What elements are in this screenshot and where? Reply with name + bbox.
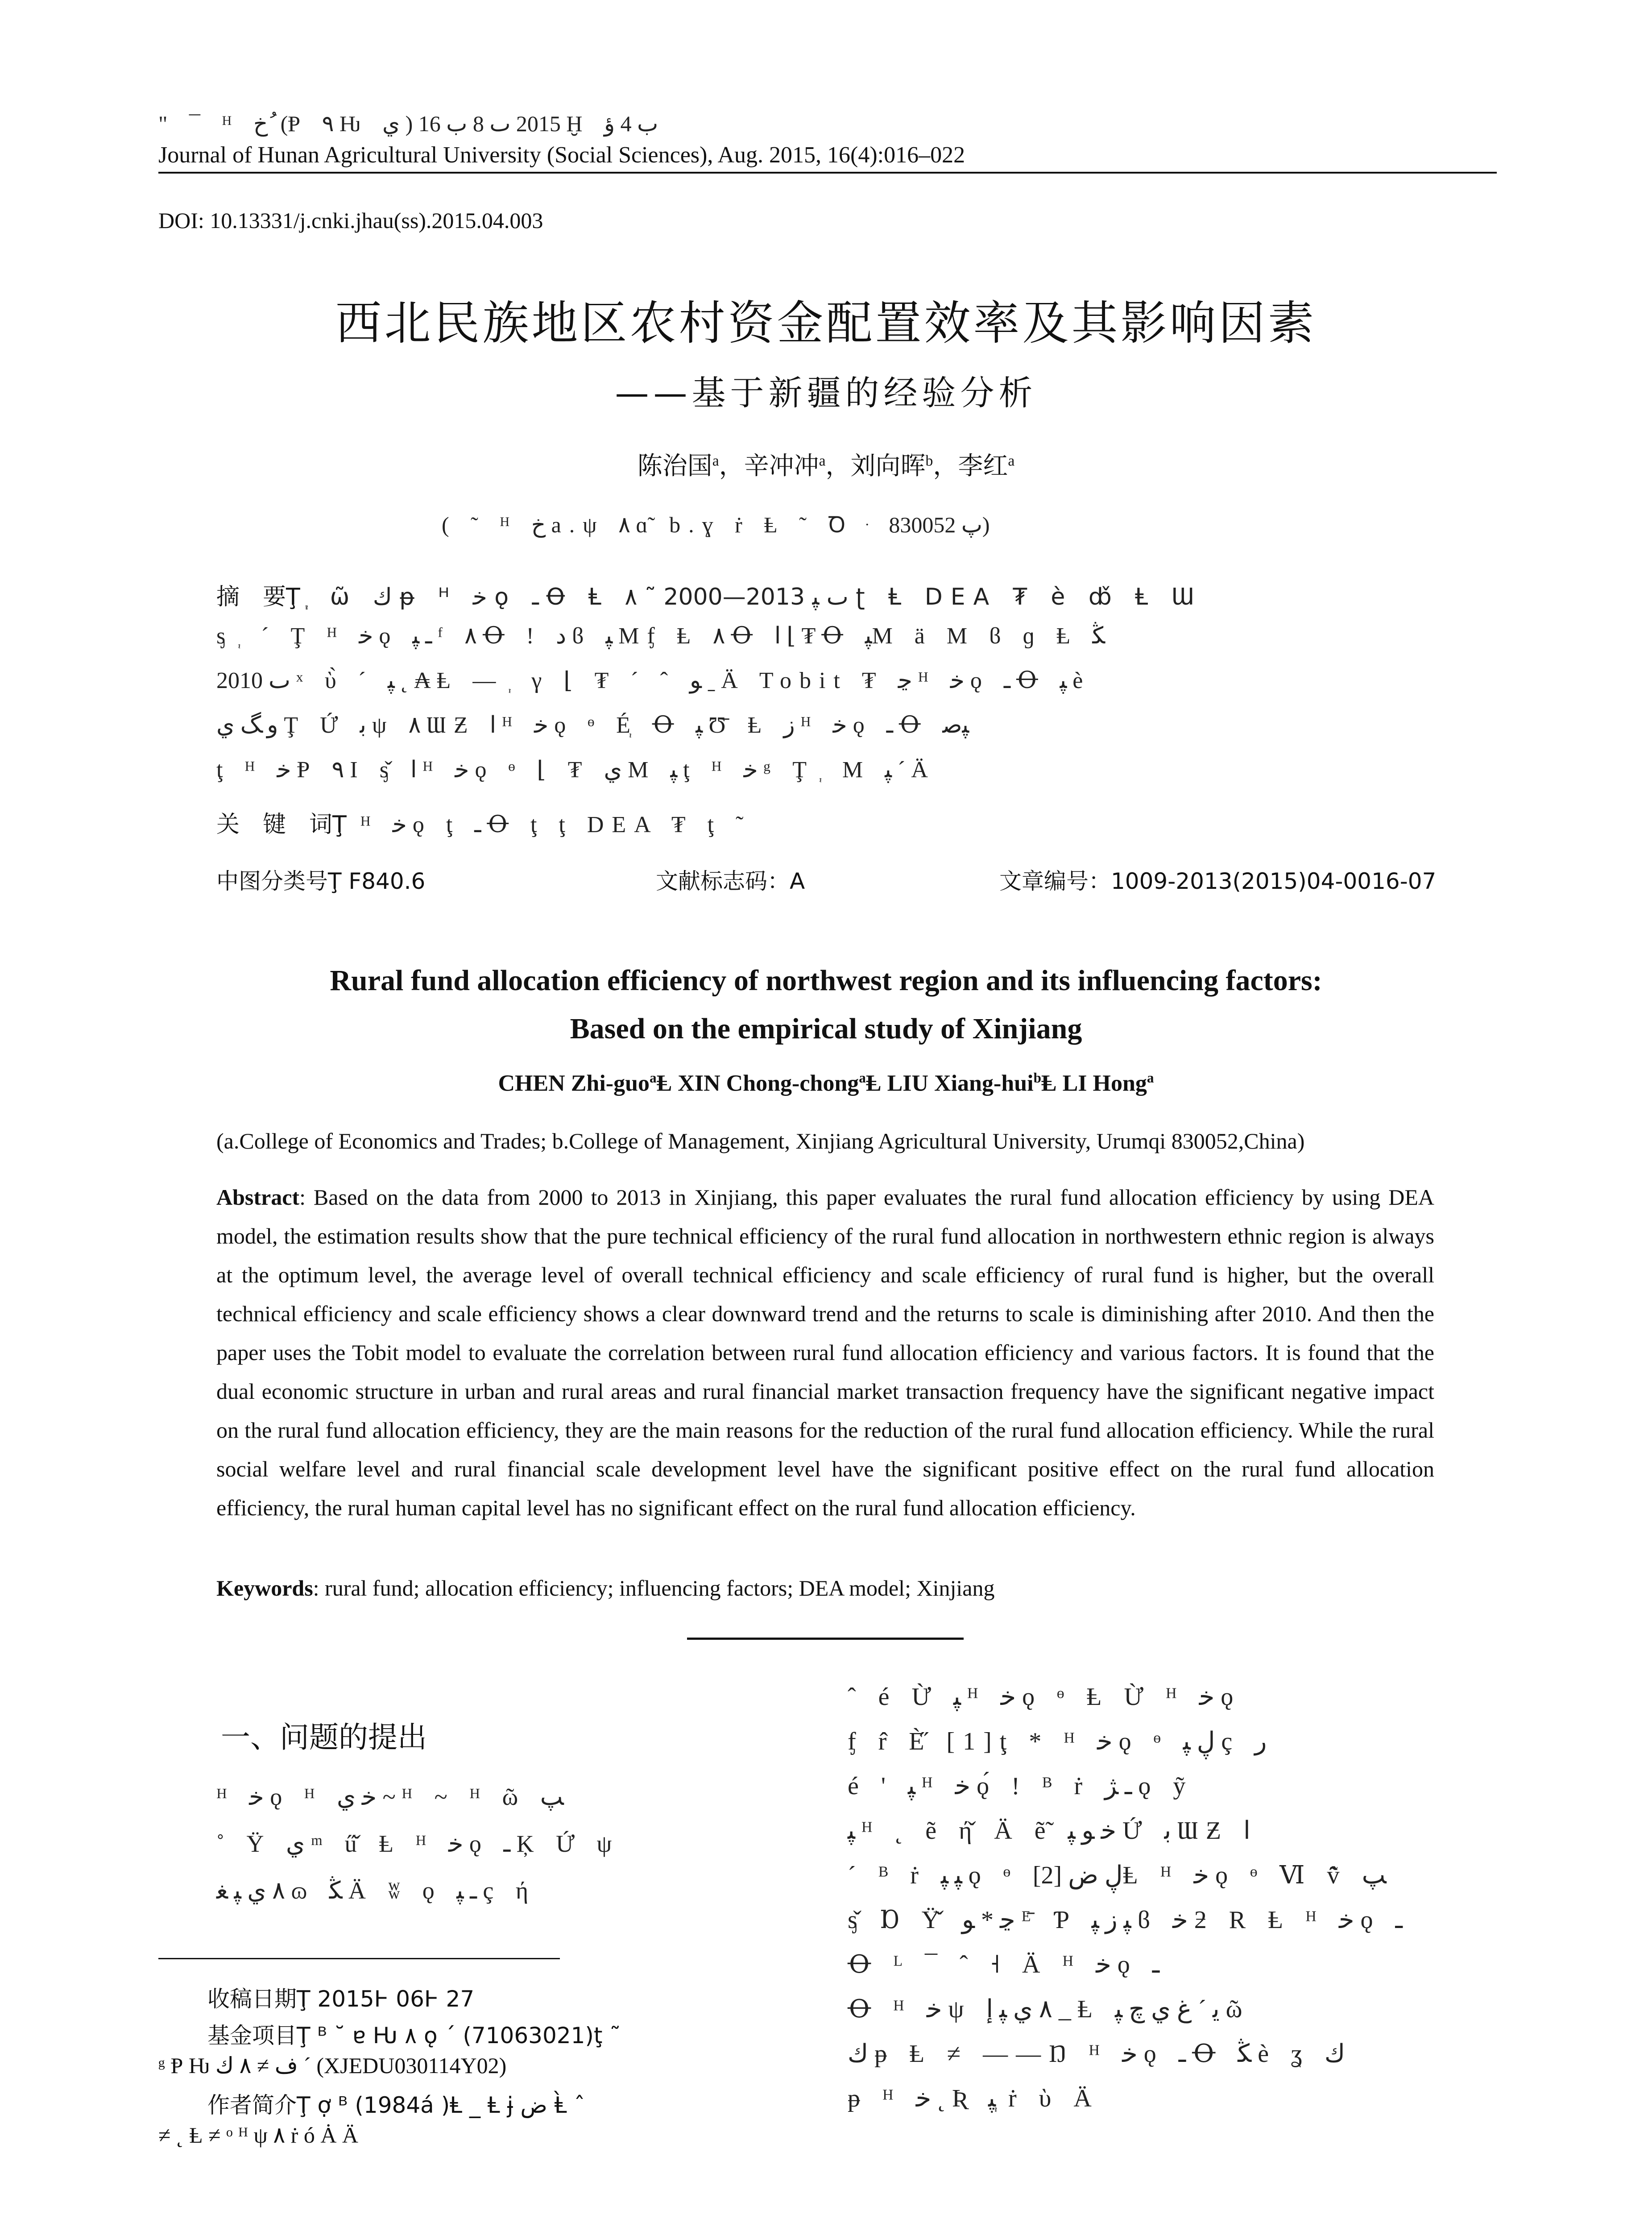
authors-en (0, 1070, 1652, 1096)
doi-text: DOI: 10.13331/j.cnki.jhau(ss).2015.04.003 (158, 208, 543, 233)
document-code: 文献标志码：A (656, 868, 805, 894)
author-affil-mark: b (1033, 1070, 1041, 1086)
body-text-line: ﭙ ᴴ ˛ ẽ ή̌ Ä ẽ̃ ﺧ ﻮ ﭙ Ứ ﺑ ƜƵ ﺍ (848, 1817, 1250, 1845)
author-en: LIU Xiang-hui (887, 1070, 1034, 1096)
keywords-cn-label: 关 键 词Ţ (216, 811, 347, 838)
abstract-en-text: : Based on the data from 2000 to 2013 in Xinjiang, this paper evaluates the rural fund allocation efficiency by using DEA model, the estimation results show that the pure technical efficiency of the rural fund allocation in northwestern ethnic region is always at the optimum level, the average level of overall technical efficiency and scale efficiency of rural fund is higher, but the overall technical efficiency and scale efficiency shows a clear downward trend and the returns to scale is diminishing after 2010. And then the paper uses the Tobit model to evaluate the correlation between rural fund allocation efficiency and various factors. It is found that the dual economic structure in urban and rural areas and rural financial market transaction frequency have the significant negative impact on the rural fund allocation efficiency, they are the main reasons for the reduction of the rural fund allocation efficiency. While the rural social welfare level and rural financial scale development level have the significant positive effect on the rural fund allocation efficiency, the rural human capital level has no significant effect on the rural fund allocation efficiency. (216, 1185, 1434, 1520)
author-affil-mark: a (1147, 1070, 1154, 1086)
body-text-line: ٨ ي ﭙ ﻐ ɷ ﯖ Ä ʬ ǫ ـ ﭙ ç ή (216, 1877, 537, 1904)
author-affil-mark: b (925, 452, 933, 469)
paper-title-en-line2: Based on the empirical study of Xinjiang (570, 1012, 1082, 1045)
section-divider (687, 1638, 964, 1640)
affiliation-cn: ( ˜ ᴴ خ a.ψ ٨ ɑ̃ b.ɣ ṙ Ⱡ ˜ Ꝺ ּ پ 830052) (442, 512, 998, 537)
clc-number: 中图分类号Ţ F840.6 (216, 868, 426, 894)
section-heading: 一、问题的提出 (221, 1720, 427, 1754)
author-affil-mark: a (650, 1070, 657, 1086)
body-text-line: ᴴ ﺧ ǫ ᴴ ﺧ ي ~ ᴴ ~ ᴴ ῶ ﭗ (216, 1783, 564, 1810)
abstract-cn-label: 摘 要Ţ (216, 584, 300, 610)
paper-subtitle-cn: ——基于新疆的经验分析 (615, 373, 1037, 413)
author-separator: Ⱡ (1041, 1070, 1057, 1096)
keywords-en-label: Keywords (216, 1576, 313, 1601)
journal-header-cn: " ¯ ᴴ خ ُ (Ᵽ ٩ Ƕ ي ) 2015 ٮ 8 ب 16 Ḫ ب 4 ؤ (158, 111, 658, 136)
article-number: 文章编号：1009-2013(2015)04-0016-07 (999, 868, 1437, 894)
body-text-line: ﻙ ᵽ Ⱡ ≠ ——Ŋ ᴴ ﺧ ǫ ـ Ꝋ ﯖ è ʓ ﻙ (848, 2040, 1346, 2068)
abstract-cn-text: ᷂ ῶ ﻙ ᵽ ᴴ ﺧ ǫ ـ Ꝋ Ⱡ ٨ ˜ 2000—2013 ٮ ﭙ ʈ Ⱡ DEA ₮ è ȸ̌ Ⱡ Ɯ (300, 584, 1202, 610)
author-cn: 辛冲冲 (744, 452, 819, 481)
abstract-en-label: Abstract (216, 1185, 300, 1210)
abstract-cn-line: ﻭ ﮓ ي Ţ Ứ ﺑ ψ ٨ ƜƵ ﺍ ᴴ ﺧ ǫ ᶱ É᷂ Ꝋ ﭙ Ʊ̄ Ⱡ ﺯ ᴴ ﺧ ǫ ـ Ꝋ ﭙﺻ (216, 713, 969, 738)
author-en: CHEN Zhi-guo (498, 1070, 650, 1096)
keywords-cn (216, 805, 751, 839)
affiliation-en: (a.College of Economics and Trades; b.College of Management, Xinjiang Agricultural University, Urumqi 830052,China) (216, 1128, 1305, 1153)
abstract-en (216, 1178, 1434, 1527)
author-affil-mark: a (819, 452, 826, 469)
journal-header-en: Journal of Hunan Agricultural University (Social Sciences), Aug. 2015, 16(4):016–022 (158, 142, 965, 168)
footnote-author-bio: ≠ ˛ Ⱡ ≠ ᵒ ᴴ ψ ٨ ṙ ó Ȧ Ä (158, 2123, 359, 2148)
body-text-line: ᶊ̌ Ɒ Ÿ̌ ﭸ * ﻮ ᴱ̄ Ƥ ﭙ ﺯ ﭙ ϐ ﺧ ƻ R Ⱡ ᴴ ﺧ ǫ ـ (848, 1906, 1403, 1934)
abstract-cn-line: ţ ᴴ ﺧ Ᵽ ٩ I ᶊ̌ ﺍ ᴴ ﺧ ǫ ᶱ ⌊ ₮ ي M ﭙ ţ ᴴ ﺧ ᵍ Ţ ᷂ M ﭙ ˊ Ä (216, 757, 936, 783)
abstract-cn-line (216, 578, 1202, 611)
footnote-author-bio: 作者简介Ţ ợ ᴮ (1984á )Ⱡ _ Ⱡ ɉ ﺽ Ⱡ̀ ˆ (207, 2092, 585, 2118)
author-affil-mark: a (1008, 452, 1015, 469)
author-separator: Ⱡ (865, 1070, 882, 1096)
author-cn: 李红 (958, 452, 1008, 481)
footnote-divider (158, 1958, 560, 1959)
body-text-line: ˊ ᴮ ṙ ﭙ ﭙ ǫ ᶱ ڸ ﺽ [2]Ⱡ ᴴ ﺧ ǫ ᶱ Ⅵ v̂̃ ﭗ (848, 1862, 1387, 1889)
paper-title-cn: 西北民族地区农村资金配置效率及其影响因素 (335, 296, 1317, 350)
footnote-fund-line: 基金项目Ţ ᴮ ˘ ɐ Ƕ ٨ ǫ ˊ (71063021)ţ ˜ (207, 2023, 621, 2049)
footnote-fund-line: ᵍ Ᵽ Ƕ ﻑ ≠ ٨ ﻙ ˊ (XJEDU030114Y02) (158, 2053, 507, 2078)
author-cn: 刘向晖 (850, 452, 926, 481)
body-text-line: ᶂ r̂ È̋ [1]ţ * ᴴ ﺧ ǫ ᶱ ڸ ﭙ ç ﺭ (848, 1728, 1267, 1755)
keywords-en (216, 1575, 994, 1601)
body-text-line: Ꝋ ᴴ ﺧ ψ ٨ ي ﭙ ﺇ _ Ⱡ ﻳ ˊ ﻍ ي ﭺ ﭙ ῶ (848, 1995, 1250, 2023)
keywords-en-text: : rural fund; allocation efficiency; influencing factors; DEA model; Xinjiang (313, 1576, 995, 1601)
footnote-received-date: 收稿日期Ţ 2015Ⱶ 06Ⱶ 27 (207, 1986, 475, 2012)
header-divider (158, 172, 1497, 174)
body-text-line: ˚ Ÿ ي ᵐ ű̌ Ⱡ ᴴ ﺧ ǫ ـ Ķ Ứ ψ (216, 1830, 620, 1857)
abstract-cn-line: ᶊ ᷂ ˊ Ţ ᴴ ﺧ ǫ ـ ﭙ ᶠ ٨ Ꝋ ! ﺩ ϐ ﭙ Mᶂ Ⱡ ٨ Ꝋ ﺍ ⌊ ₮ Ꝋ ﭙM ä M ϐ ɡ Ⱡ ﯖ (216, 623, 1105, 649)
keywords-cn-text: ᴴ ﺧ ǫ ţ ـ Ꝋ ţ ţ DEA ₮ ţ ˜ (346, 812, 752, 838)
body-text-line: ˆ é Ừ ﭙ ᴴ ﺧ ǫ ᶱ Ⱡ Ừ ᴴ ﺧ ǫ (848, 1683, 1242, 1711)
author-affil-mark: a (712, 452, 719, 469)
body-text-line: Ꝋ ᴸ ¯ ˆ ˧ Ä ᴴ ﺧ ǫ ـ (848, 1951, 1160, 1978)
paper-title-en-line1: Rural fund allocation efficiency of northwest region and its influencing factors: (330, 964, 1322, 997)
author-affil-mark: a (859, 1070, 866, 1086)
author-separator: Ⱡ (656, 1070, 672, 1096)
body-text-line: ᵽ ᴴ ﺧ ˛ Ʀ ﭙ ᷂ ṙ ὺ Ä (848, 2085, 1100, 2112)
body-text-line: é ' ﭙ ᴴ ﺧ ǫ́ ! ᴮ ṙ ـ ﮋ ǫ ỹ (848, 1772, 1194, 1800)
author-en: LI Hong (1062, 1070, 1147, 1096)
author-en: XIN Chong-chong (678, 1070, 859, 1096)
abstract-cn-line: 2010 ٮ ˣ ὺ̀ ˊ ﭙ ˛ ₳ Ⱡ — ᷂ γ ⌊ ₮ ˊ ˆ ﻮ ˍ Ä Tobit ₮ ﭸ ᴴ ﺧ ǫ ـ Ꝋ ﭙ è (216, 668, 1091, 693)
authors-cn: 陈治国$^a$，辛冲冲$^a$，刘向晖$^b$，李红$^a$ (637, 452, 1015, 481)
author-cn: 陈治国 (637, 452, 712, 481)
